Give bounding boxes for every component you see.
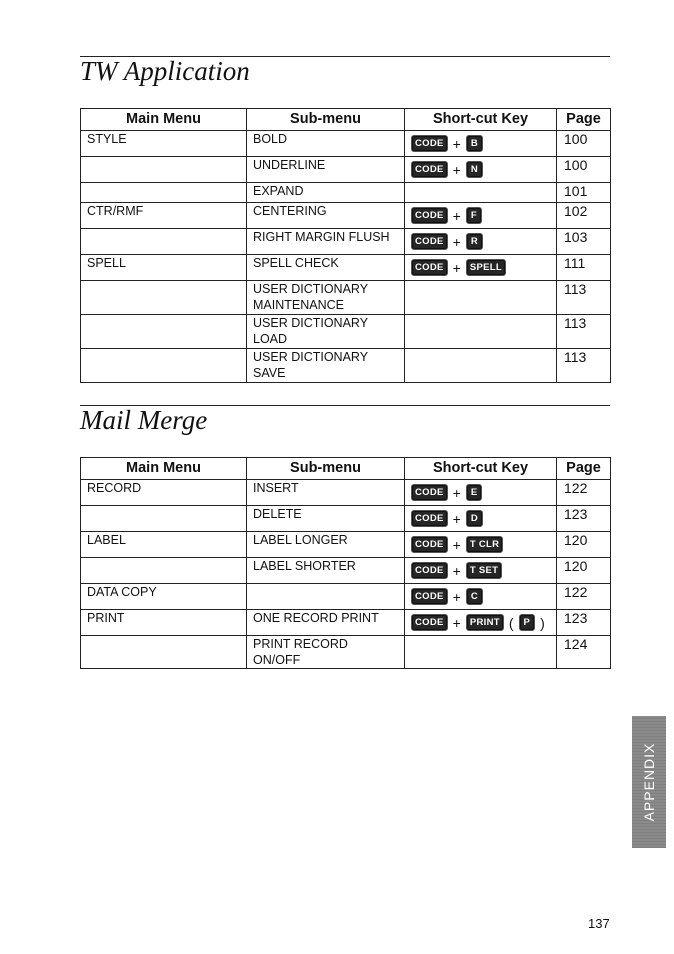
key-combo bbox=[411, 259, 506, 276]
page-cell: 100 bbox=[557, 157, 611, 183]
keycap-icon: E bbox=[466, 484, 483, 501]
sub-menu-cell bbox=[247, 183, 405, 203]
mail-merge-table-body bbox=[81, 480, 611, 669]
key-combo bbox=[411, 161, 483, 178]
sub-menu-cell bbox=[247, 610, 405, 636]
plus-sign: + bbox=[452, 161, 461, 178]
sub-menu-line: RIGHT MARGIN FLUSH bbox=[253, 230, 390, 244]
main-menu-cell bbox=[81, 281, 247, 315]
plus-sign: + bbox=[452, 135, 461, 152]
keycap-icon: R bbox=[466, 233, 483, 250]
sub-menu-line: BOLD bbox=[253, 132, 288, 146]
sub-menu-cell bbox=[247, 584, 405, 610]
main-menu-cell bbox=[81, 636, 247, 669]
page-cell: 120 bbox=[557, 558, 611, 584]
main-menu-cell: STYLE bbox=[81, 131, 247, 157]
main-menu-cell: PRINT bbox=[81, 610, 247, 636]
main-menu-cell: DATA COPY bbox=[81, 584, 247, 610]
keycap-icon: CODE bbox=[411, 562, 448, 579]
sub-menu-cell bbox=[247, 480, 405, 506]
short-cut-key-cell bbox=[405, 315, 557, 349]
keycap-icon: CODE bbox=[411, 161, 448, 178]
table-row bbox=[81, 131, 611, 157]
keycap-icon: P bbox=[519, 614, 536, 631]
page-number: 137 bbox=[588, 916, 610, 931]
sub-menu-cell bbox=[247, 532, 405, 558]
key-combo bbox=[411, 536, 503, 553]
sub-menu-cell bbox=[247, 281, 405, 315]
short-cut-key-cell bbox=[405, 157, 557, 183]
main-menu-cell: SPELL bbox=[81, 255, 247, 281]
main-menu-cell bbox=[81, 229, 247, 255]
keycap-icon: CODE bbox=[411, 207, 448, 224]
sub-menu-line: CENTERING bbox=[253, 204, 327, 218]
page-cell: 102 bbox=[557, 203, 611, 229]
sub-menu-line: LOAD bbox=[253, 332, 288, 346]
table-row bbox=[81, 480, 611, 506]
main-menu-cell bbox=[81, 183, 247, 203]
sub-menu-cell bbox=[247, 229, 405, 255]
short-cut-key-cell bbox=[405, 131, 557, 157]
header-main-menu: Main Menu bbox=[81, 458, 247, 480]
main-menu-cell bbox=[81, 506, 247, 532]
page-cell: 100 bbox=[557, 131, 611, 157]
sub-menu-line: PRINT RECORD ON/OFF bbox=[253, 637, 348, 667]
plus-sign: + bbox=[452, 614, 461, 631]
table-row bbox=[81, 255, 611, 281]
key-combo bbox=[411, 588, 483, 605]
short-cut-key-cell bbox=[405, 480, 557, 506]
header-page: Page bbox=[557, 109, 611, 131]
main-menu-cell bbox=[81, 157, 247, 183]
sub-menu-line: MAINTENANCE bbox=[253, 298, 344, 312]
sub-menu-line: SPELL CHECK bbox=[253, 256, 339, 270]
short-cut-key-cell bbox=[405, 558, 557, 584]
sub-menu-cell bbox=[247, 255, 405, 281]
tw-table-body bbox=[81, 131, 611, 383]
table-row bbox=[81, 610, 611, 636]
sub-menu-line: USER DICTIONARY bbox=[253, 316, 369, 330]
plus-sign: + bbox=[452, 562, 461, 579]
keycap-icon: CODE bbox=[411, 588, 448, 605]
appendix-tab-label: APPENDIX bbox=[641, 742, 657, 822]
header-short-cut-key: Short-cut Key bbox=[405, 458, 557, 480]
plus-sign: + bbox=[452, 510, 461, 527]
sub-menu-line: UNDERLINE bbox=[253, 158, 326, 172]
keycap-icon: T SET bbox=[466, 562, 502, 579]
keycap-icon: PRINT bbox=[466, 614, 504, 631]
short-cut-key-cell bbox=[405, 349, 557, 383]
header-main-menu: Main Menu bbox=[81, 109, 247, 131]
key-combo bbox=[411, 233, 483, 250]
sub-menu-line: LABEL SHORTER bbox=[253, 559, 356, 573]
keycap-icon: B bbox=[466, 135, 483, 152]
keycap-icon: SPELL bbox=[466, 259, 506, 276]
keycap-icon: N bbox=[466, 161, 483, 178]
header-sub-menu: Sub-menu bbox=[247, 109, 405, 131]
page-cell: 103 bbox=[557, 229, 611, 255]
short-cut-key-cell bbox=[405, 255, 557, 281]
sub-menu-line: SAVE bbox=[253, 366, 286, 380]
page-cell: 123 bbox=[557, 506, 611, 532]
key-combo bbox=[411, 510, 483, 527]
short-cut-key-cell bbox=[405, 636, 557, 669]
header-short-cut-key: Short-cut Key bbox=[405, 109, 557, 131]
key-combo bbox=[411, 614, 545, 631]
page-cell: 113 bbox=[557, 315, 611, 349]
table-row bbox=[81, 506, 611, 532]
sub-menu-cell bbox=[247, 506, 405, 532]
page-cell: 123 bbox=[557, 610, 611, 636]
table-row bbox=[81, 532, 611, 558]
page-cell: 101 bbox=[557, 183, 611, 203]
sub-menu-line: USER DICTIONARY bbox=[253, 282, 369, 296]
short-cut-key-cell bbox=[405, 281, 557, 315]
keycap-icon: CODE bbox=[411, 510, 448, 527]
keycap-icon: C bbox=[466, 588, 483, 605]
main-menu-cell bbox=[81, 315, 247, 349]
main-menu-cell bbox=[81, 349, 247, 383]
main-menu-cell: LABEL bbox=[81, 532, 247, 558]
short-cut-key-cell bbox=[405, 610, 557, 636]
main-menu-cell: RECORD bbox=[81, 480, 247, 506]
key-combo bbox=[411, 207, 482, 224]
paren-close: ) bbox=[540, 614, 545, 631]
header-sub-menu: Sub-menu bbox=[247, 458, 405, 480]
paren-open: ( bbox=[508, 614, 514, 631]
table-row bbox=[81, 315, 611, 349]
keycap-icon: CODE bbox=[411, 135, 448, 152]
page-cell: 120 bbox=[557, 532, 611, 558]
page-cell: 113 bbox=[557, 349, 611, 383]
page-cell: 122 bbox=[557, 480, 611, 506]
page-cell: 124 bbox=[557, 636, 611, 669]
tw-application-table bbox=[80, 108, 611, 383]
plus-sign: + bbox=[452, 484, 461, 501]
short-cut-key-cell bbox=[405, 506, 557, 532]
short-cut-key-cell bbox=[405, 532, 557, 558]
keycap-icon: CODE bbox=[411, 484, 448, 501]
mail-merge-table bbox=[80, 457, 611, 669]
table-row bbox=[81, 558, 611, 584]
sub-menu-line: LABEL LONGER bbox=[253, 533, 348, 547]
table-row bbox=[81, 584, 611, 610]
sub-menu-cell bbox=[247, 203, 405, 229]
page-cell: 111 bbox=[557, 255, 611, 281]
appendix-tab bbox=[632, 716, 666, 848]
short-cut-key-cell bbox=[405, 203, 557, 229]
keycap-icon: CODE bbox=[411, 536, 448, 553]
sub-menu-cell bbox=[247, 349, 405, 383]
table-row bbox=[81, 229, 611, 255]
page-cell: 122 bbox=[557, 584, 611, 610]
plus-sign: + bbox=[452, 259, 461, 276]
short-cut-key-cell bbox=[405, 229, 557, 255]
header-page: Page bbox=[557, 458, 611, 480]
table-row bbox=[81, 636, 611, 669]
keycap-icon: CODE bbox=[411, 259, 448, 276]
sub-menu-cell bbox=[247, 558, 405, 584]
page-cell: 113 bbox=[557, 281, 611, 315]
keycap-icon: F bbox=[466, 207, 482, 224]
plus-sign: + bbox=[452, 588, 461, 605]
sub-menu-line: INSERT bbox=[253, 481, 299, 495]
section-title-mail-merge: Mail Merge bbox=[80, 405, 208, 435]
sub-menu-line: DELETE bbox=[253, 507, 302, 521]
keycap-icon: D bbox=[466, 510, 483, 527]
sub-menu-line: ONE RECORD PRINT bbox=[253, 611, 379, 625]
keycap-icon: CODE bbox=[411, 614, 448, 631]
table-row bbox=[81, 183, 611, 203]
plus-sign: + bbox=[452, 207, 461, 224]
section-title-tw: TW Application bbox=[80, 56, 250, 86]
short-cut-key-cell bbox=[405, 183, 557, 203]
sub-menu-line: USER DICTIONARY bbox=[253, 350, 369, 364]
key-combo bbox=[411, 562, 502, 579]
main-menu-cell bbox=[81, 558, 247, 584]
keycap-icon: CODE bbox=[411, 233, 448, 250]
table-row bbox=[81, 349, 611, 383]
sub-menu-cell bbox=[247, 636, 405, 669]
main-menu-cell: CTR/RMF bbox=[81, 203, 247, 229]
short-cut-key-cell bbox=[405, 584, 557, 610]
keycap-icon: T CLR bbox=[466, 536, 503, 553]
sub-menu-line: EXPAND bbox=[253, 184, 304, 198]
plus-sign: + bbox=[452, 233, 461, 250]
table-row bbox=[81, 157, 611, 183]
sub-menu-cell bbox=[247, 315, 405, 349]
key-combo bbox=[411, 484, 482, 501]
sub-menu-cell bbox=[247, 157, 405, 183]
table-row bbox=[81, 281, 611, 315]
table-row bbox=[81, 203, 611, 229]
sub-menu-cell bbox=[247, 131, 405, 157]
key-combo bbox=[411, 135, 483, 152]
plus-sign: + bbox=[452, 536, 461, 553]
